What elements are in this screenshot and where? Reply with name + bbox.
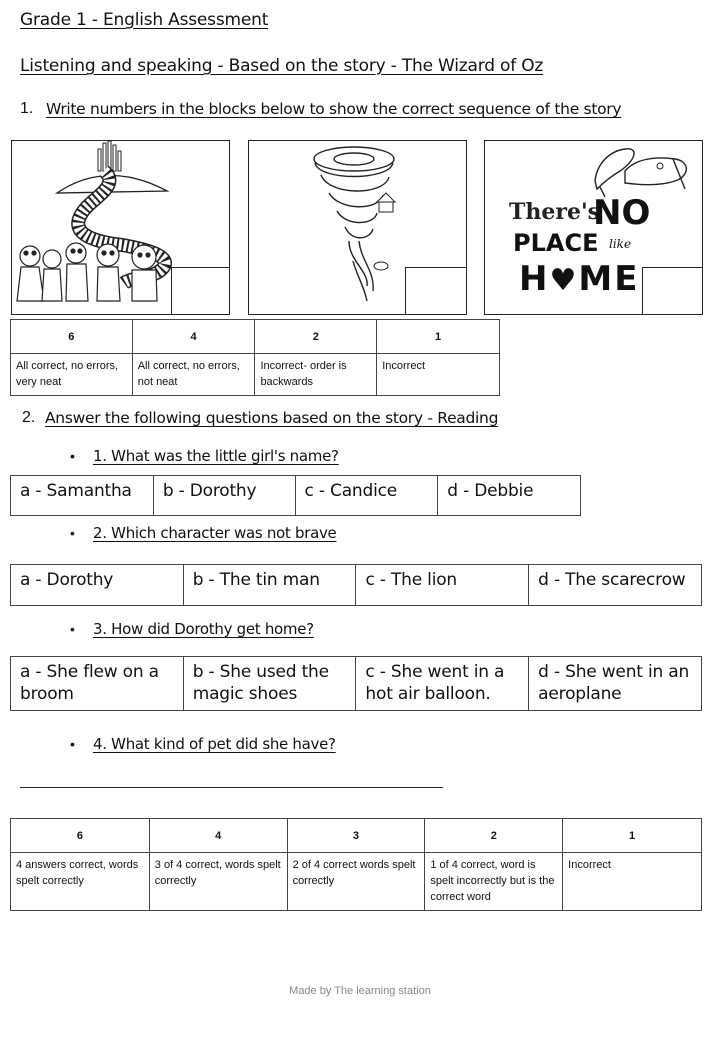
bullet: • [70, 525, 75, 541]
answer-option[interactable]: c - Candice [295, 476, 438, 516]
answer-option[interactable]: a - Samantha [11, 476, 154, 516]
question-2-options [10, 564, 702, 606]
caption-home [519, 259, 639, 299]
rubric1-description: Incorrect- order is backwards [255, 354, 377, 396]
rubric2-description: 1 of 4 correct, word is spelt incorrectly but is the correct word [425, 853, 563, 911]
sequence-number-box-3[interactable] [642, 267, 702, 314]
answer-line[interactable] [20, 786, 443, 788]
section1-number: 1. [20, 100, 34, 117]
rubric2-description: Incorrect [563, 853, 702, 911]
question-1-text: 1. What was the little girl's name? [93, 447, 339, 465]
bullet: • [70, 621, 75, 637]
answer-option[interactable]: b - The tin man [183, 565, 356, 606]
rubric2-header: 3 [287, 819, 425, 853]
answer-option[interactable]: c - She went in a hot air balloon. [356, 657, 529, 711]
rubric-table-2 [10, 818, 702, 911]
rubric-table-1 [10, 319, 500, 396]
story-picture-tornado [248, 140, 467, 315]
bullet: • [70, 736, 75, 752]
rubric2-header: 2 [425, 819, 563, 853]
section1-instruction: Write numbers in the blocks below to show the correct sequence of the story [46, 100, 622, 118]
rubric1-description: All correct, no errors, very neat [11, 354, 133, 396]
footer-credit: Made by The learning station [289, 985, 431, 997]
answer-option[interactable]: b - She used the magic shoes [183, 657, 356, 711]
answer-option[interactable]: b - Dorothy [153, 476, 295, 516]
rubric1-header: 2 [255, 320, 377, 354]
caption-like: like [609, 237, 632, 251]
rubric1-header: 6 [11, 320, 133, 354]
rubric1-description: Incorrect [377, 354, 500, 396]
rubric2-description: 2 of 4 correct words spelt correctly [287, 853, 425, 911]
question-3-options [10, 656, 702, 711]
rubric2-description: 4 answers correct, words spelt correctly [11, 853, 150, 911]
answer-option[interactable]: a - Dorothy [11, 565, 184, 606]
caption-no: NO [593, 193, 651, 233]
page-title: Grade 1 - English Assessment [20, 10, 269, 30]
caption-theres: There's [509, 199, 601, 225]
story-picture-road [11, 140, 230, 315]
section2-instruction: Answer the following questions based on the story - Reading [45, 409, 499, 427]
answer-option[interactable]: a - She flew on a broom [11, 657, 184, 711]
question-3-text: 3. How did Dorothy get home? [93, 620, 314, 638]
question-4-text: 4. What kind of pet did she have? [93, 735, 336, 753]
caption-home-h: H [519, 259, 550, 299]
question-2-text: 2. Which character was not brave [93, 524, 337, 542]
answer-option[interactable]: d - The scarecrow [529, 565, 702, 606]
answer-option[interactable]: d - She went in an aeroplane [529, 657, 702, 711]
rubric1-header: 1 [377, 320, 500, 354]
section2-number: 2. [22, 409, 36, 426]
rubric2-header: 6 [11, 819, 150, 853]
rubric1-header: 4 [132, 320, 255, 354]
rubric2-description: 3 of 4 correct, words spelt correctly [149, 853, 287, 911]
rubric2-header: 4 [149, 819, 287, 853]
heart-icon: ♥ [549, 263, 579, 298]
rubric1-description: All correct, no errors, not neat [132, 354, 255, 396]
answer-option[interactable]: d - Debbie [438, 476, 581, 516]
bullet: • [70, 448, 75, 464]
sequence-number-box-2[interactable] [405, 267, 466, 314]
question-1-options [10, 475, 581, 516]
sequence-number-box-1[interactable] [171, 267, 229, 314]
page-subtitle: Listening and speaking - Based on the story - The Wizard of Oz [20, 56, 544, 76]
story-picture-home [484, 140, 703, 315]
rubric2-header: 1 [563, 819, 702, 853]
caption-home-me: ME [578, 259, 640, 299]
caption-place: PLACE [513, 229, 599, 257]
answer-option[interactable]: c - The lion [356, 565, 529, 606]
